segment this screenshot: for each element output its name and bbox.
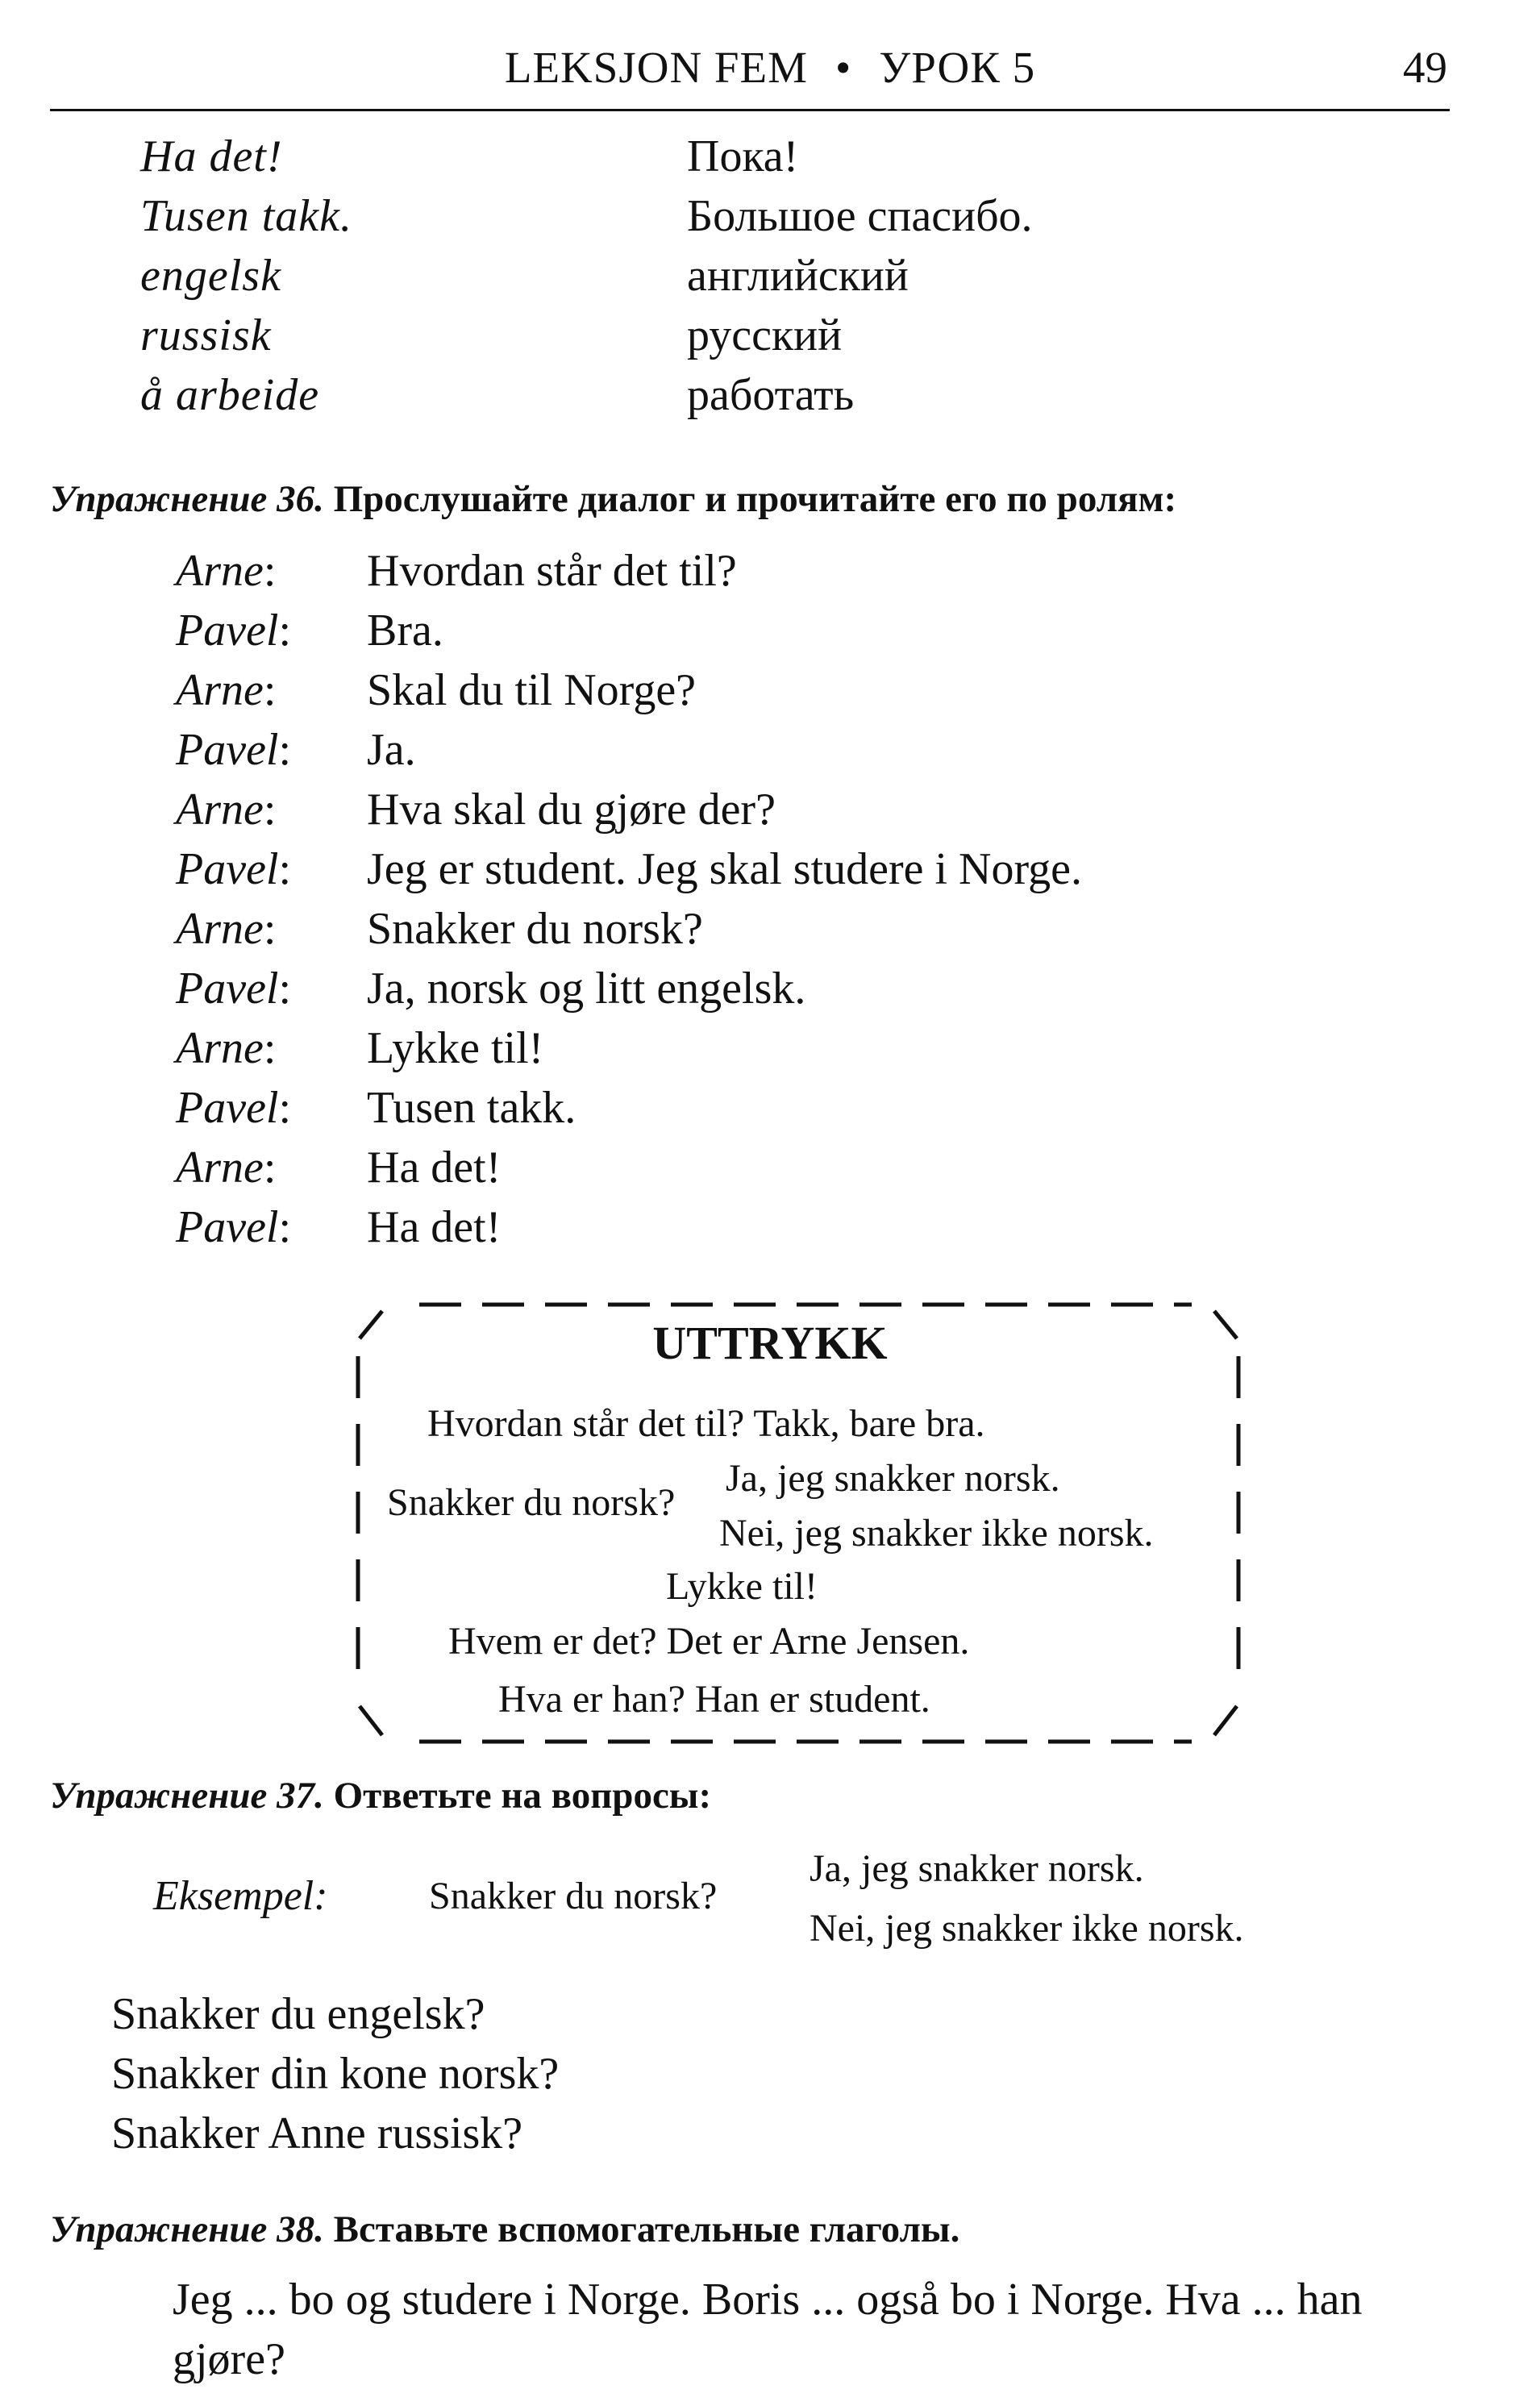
dialogue-speaker: Arne: (176, 1143, 277, 1193)
uttrykk-title: UTTRYKK (652, 1317, 888, 1369)
uttrykk-line: Hvem er det? Det er Arne Jensen. (448, 1620, 970, 1663)
dialogue-line: Skal du til Norge? (367, 665, 697, 715)
dialogue-line: Ha det! (367, 1143, 502, 1193)
dialogue-speaker: Pavel: (176, 725, 292, 775)
dialogue-line: Jeg er student. Jeg skal studere i Norge. (367, 844, 1082, 894)
vocab-translation: Пока! (687, 131, 799, 181)
exercise-instruction: Вставьте вспомогательные глаголы. (333, 2208, 960, 2250)
header-lesson-no: LEKSJON FEM (504, 43, 809, 92)
uttrykk-answer-yes: Ja, jeg snakker norsk. (726, 1457, 1060, 1500)
vocab-translation: работать (687, 370, 855, 420)
exercise-label: Упражнение 37. (50, 1775, 324, 1817)
example-question: Snakker du norsk? (429, 1875, 718, 1917)
exercise-38-text-line: gjøre? (173, 2334, 285, 2384)
exercise-instruction: Прослушайте диалог и прочитайте его по ролям: (333, 478, 1177, 520)
dialogue-line: Bra. (367, 606, 443, 656)
vocab-term: Ha det! (140, 131, 283, 181)
question-item: Snakker du engelsk? (111, 1989, 485, 2039)
exercise-label: Упражнение 36. (50, 478, 324, 520)
header-lesson-ru: УРОК 5 (879, 43, 1036, 92)
dialogue-line: Ha det! (367, 1202, 502, 1252)
exercise-38-text-line: Jeg ... bo og studere i Norge. Boris ... også bo i Norge. Hva ... han (173, 2275, 1363, 2325)
question-item: Snakker din kone norsk? (111, 2049, 560, 2099)
dialogue-speaker: Arne: (176, 546, 277, 596)
vocab-translation: английский (687, 251, 909, 301)
vocab-translation: русский (687, 310, 843, 360)
example-answer-yes: Ja, jeg snakker norsk. (810, 1847, 1144, 1890)
vocab-term: russisk (140, 310, 272, 360)
page-number: 49 (1403, 43, 1447, 92)
dialogue-speaker: Pavel: (176, 1083, 292, 1133)
question-item: Snakker Anne russisk? (111, 2108, 523, 2158)
exercise-instruction: Ответьте на вопросы: (333, 1775, 712, 1817)
dialogue-line: Lykke til! (367, 1023, 544, 1073)
header-separator: • (835, 43, 852, 92)
vocab-term: engelsk (140, 251, 281, 301)
exercise-label: Упражнение 38. (50, 2208, 324, 2250)
uttrykk-line: Hvordan står det til? Takk, bare bra. (427, 1402, 985, 1445)
exercise-38-heading (50, 2208, 959, 2251)
dialogue-speaker: Arne: (176, 904, 277, 954)
example-answer-no: Nei, jeg snakker ikke norsk. (810, 1907, 1244, 1950)
dialogue-speaker: Pavel: (176, 844, 292, 894)
dialogue-speaker: Arne: (176, 665, 277, 715)
vocab-translation: Большое спасибо. (687, 191, 1033, 241)
example-label: Eksempel: (153, 1873, 328, 1919)
dialogue-line: Ja. (367, 725, 416, 775)
uttrykk-line: Lykke til! (666, 1565, 818, 1608)
uttrykk-line: Hva er han? Han er student. (498, 1678, 930, 1721)
dialogue-speaker: Pavel: (176, 606, 292, 656)
dialogue-speaker: Pavel: (176, 964, 292, 1014)
dialogue-line: Hvordan står det til? (367, 546, 737, 596)
vocab-term: Tusen takk. (140, 191, 352, 241)
uttrykk-answer-no: Nei, jeg snakker ikke norsk. (719, 1512, 1154, 1555)
dialogue-line: Hva skal du gjøre der? (367, 785, 776, 835)
dialogue-speaker: Pavel: (176, 1202, 292, 1252)
uttrykk-question: Snakker du norsk? (387, 1481, 676, 1524)
dialogue-line: Ja, norsk og litt engelsk. (367, 964, 806, 1014)
exercise-37-heading (50, 1774, 711, 1817)
dialogue-speaker: Arne: (176, 785, 277, 835)
dialogue-line: Tusen takk. (367, 1083, 576, 1133)
vocab-term: å arbeide (140, 370, 320, 420)
dialogue-line: Snakker du norsk? (367, 904, 703, 954)
dialogue-speaker: Arne: (176, 1023, 277, 1073)
